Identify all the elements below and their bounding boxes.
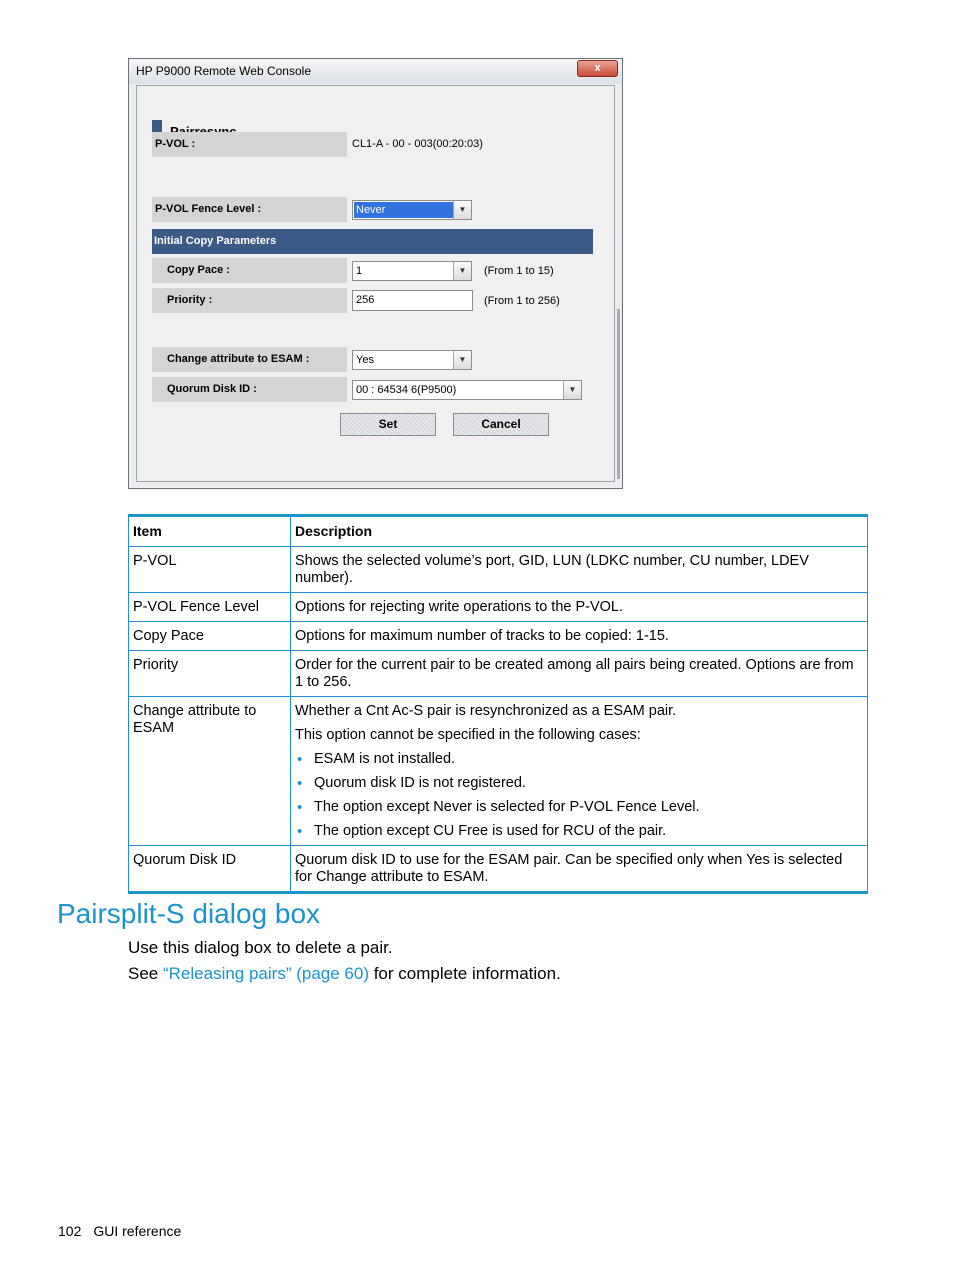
window-title: HP P9000 Remote Web Console [136,64,311,78]
table-row [129,593,868,622]
priority-hint: (From 1 to 256) [484,295,560,307]
esam-select[interactable] [352,350,472,370]
esam-selected-value: Yes [356,354,374,366]
chevron-down-icon[interactable]: ▼ [453,351,471,369]
table-header-row [129,516,868,547]
body-text-with-link [128,964,561,984]
set-button[interactable]: Set [340,413,436,436]
pvol-value: CL1-A - 00 - 003(00:20:03) [352,138,483,150]
releasing-pairs-link[interactable]: “Releasing pairs” (page 60) [162,964,369,983]
copy-pace-hint: (From 1 to 15) [484,265,554,277]
chapter-title: GUI reference [93,1223,182,1239]
bullet-item: • ESAM is not installed. [295,751,863,768]
cancel-button[interactable]: Cancel [453,413,549,436]
table-row [129,651,868,697]
bullet-item: • The option except Never is selected for P-VOL Fence Level. [295,799,863,816]
table-row [129,547,868,593]
table-row [129,697,868,846]
bullet-item: • The option except CU Free is used for RCU of the pair. [295,823,863,840]
quorum-disk-selected-value: 00 : 64534 6(P9500) [356,384,457,396]
column-header-description: Description [291,516,868,547]
table-cell-description: Order for the current pair to be created among all pairs being created. Options are from 1 to 256. [291,651,868,697]
priority-label: Priority : [152,288,347,313]
chevron-down-icon[interactable]: ▼ [453,262,471,280]
table-cell-item: Copy Pace [129,622,291,651]
column-header-item: Item [129,516,291,547]
body-text: Use this dialog box to delete a pair. [128,938,393,957]
table-cell-item: P-VOL Fence Level [129,593,291,622]
window-edge [617,309,620,479]
body-text-prefix: See [128,964,163,983]
table-row [129,622,868,651]
description-paragraph: This option cannot be specified in the following cases: [295,727,641,743]
description-paragraph: Whether a Cnt Ac-S pair is resynchronized as a ESAM pair. [295,703,677,719]
close-icon[interactable]: x [577,60,618,77]
bullet-item: • Quorum disk ID is not registered. [295,775,863,792]
fence-level-label: P-VOL Fence Level : [152,197,347,222]
table-cell-item: P-VOL [129,547,291,593]
section-heading: Pairsplit-S dialog box [57,898,321,929]
table-cell-description: Quorum disk ID to use for the ESAM pair. Can be specified only when Yes is selected for Change attribute to ESAM. [291,846,868,893]
esam-label: Change attribute to ESAM : [152,347,347,372]
window-titlebar[interactable] [129,59,622,84]
chevron-down-icon[interactable]: ▼ [563,381,581,399]
page-number: 102 [58,1223,82,1239]
table-cell-item: Priority [129,651,291,697]
copy-pace-select[interactable] [352,261,472,281]
table-cell-item: Quorum Disk ID [129,846,291,893]
page-footer [58,1223,181,1239]
priority-input[interactable] [352,290,473,311]
table-cell-description [291,697,868,846]
table-cell-description: Options for maximum number of tracks to be copied: 1-15. [291,622,868,651]
table-cell-description: Shows the selected volume’s port, GID, LUN (LDKC number, CU number, LDEV number). [291,547,868,593]
copy-pace-selected-value: 1 [356,265,363,277]
fence-level-selected-value: Never [354,202,453,218]
item-description-table [128,514,868,894]
pairresync-dialog-window [128,58,623,489]
dialog-body [136,85,615,482]
fence-level-select[interactable] [352,200,472,220]
body-text-suffix: for complete information. [368,964,561,983]
chevron-down-icon[interactable]: ▼ [453,201,471,219]
initial-copy-parameters-header: Initial Copy Parameters [152,229,593,254]
pvol-label: P-VOL : [152,132,347,157]
quorum-disk-select[interactable] [352,380,582,400]
quorum-disk-label: Quorum Disk ID : [152,377,347,402]
table-cell-item: Change attribute to ESAM [129,697,291,846]
table-row [129,846,868,893]
table-cell-description: Options for rejecting write operations to the P-VOL. [291,593,868,622]
copy-pace-label: Copy Pace : [152,258,347,283]
bullet-list [295,751,863,840]
priority-input-value: 256 [356,294,375,306]
